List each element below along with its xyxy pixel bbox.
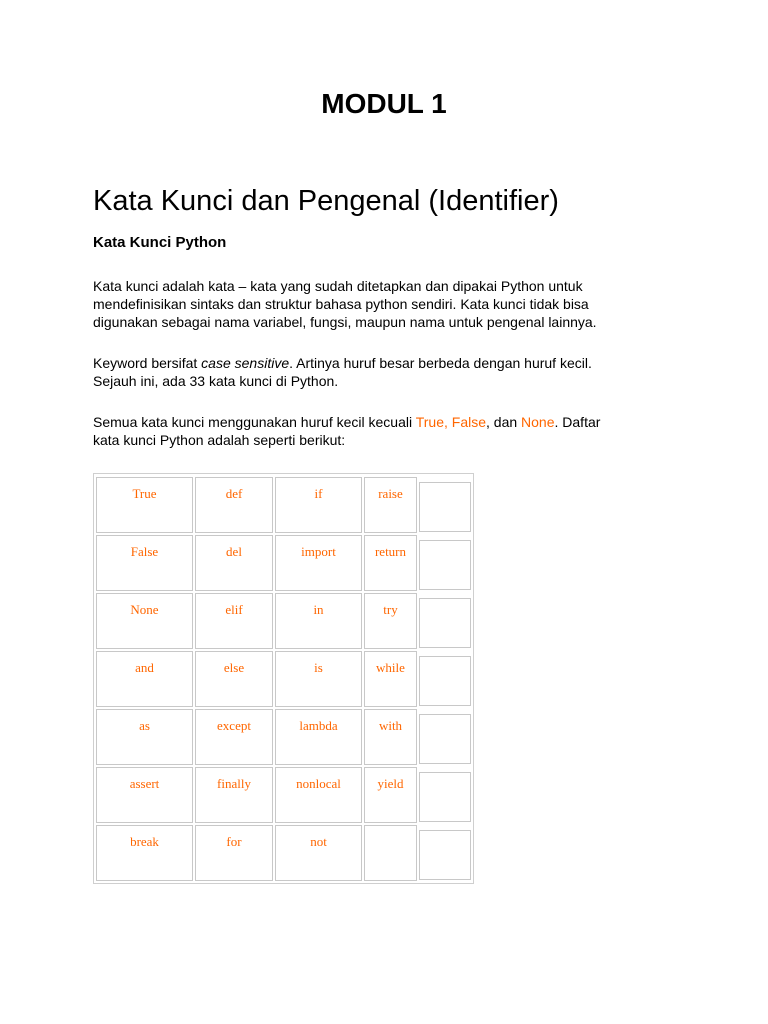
table-empty-cell [364,825,417,881]
table-cell-keyword: assert [96,767,193,823]
paragraph-case-sensitive [93,354,693,390]
table-empty-cell [419,830,471,880]
text-segment: Keyword bersifat [93,355,202,371]
paragraph-line: digunakan sebagai nama variabel, fungsi, maupun nama untuk pengenal lainnya. [93,314,597,330]
section-heading: Kata Kunci dan Pengenal (Identifier) [93,185,559,217]
table-empty-cell [419,772,471,822]
table-cell-keyword: yield [364,767,417,823]
table-cell-keyword: return [364,535,417,591]
table-empty-cell [419,598,471,648]
table-cell-keyword: finally [195,767,273,823]
table-empty-cell [419,482,471,532]
paragraph-line: mendefinisikan sintaks dan struktur bahasa python sendiri. Kata kunci tidak bisa [93,296,589,312]
table-cell-keyword: elif [195,593,273,649]
table-cell-keyword: and [96,651,193,707]
table-cell-keyword: not [275,825,362,881]
text-segment: . Daftar [554,414,601,430]
paragraph-line: Kata kunci adalah kata – kata yang sudah ditetapkan dan dipakai Python untuk [93,278,583,294]
table-cell-keyword: del [195,535,273,591]
table-cell-keyword: nonlocal [275,767,362,823]
table-cell-keyword: except [195,709,273,765]
sub-heading: Kata Kunci Python [93,234,227,251]
table-cell-keyword: lambda [275,709,362,765]
table-cell-keyword: for [195,825,273,881]
table-cell-keyword: if [275,477,362,533]
table-cell-keyword: raise [364,477,417,533]
text-segment: Semua kata kunci menggunakan huruf kecil kecuali [93,414,416,430]
paragraph-line [93,354,693,372]
table-cell-keyword: while [364,651,417,707]
table-cell-keyword: is [275,651,362,707]
table-cell-keyword: False [96,535,193,591]
page-title: MODUL 1 [321,88,447,119]
paragraph-lowercase-rule [93,413,693,449]
table-cell-keyword: None [96,593,193,649]
paragraph-line: Sejauh ini, ada 33 kata kunci di Python. [93,373,339,389]
highlight-text: True, False [415,414,486,430]
table-cell-keyword: as [96,709,193,765]
table-empty-cell [419,540,471,590]
text-segment: . Artinya huruf besar berbeda dengan huruf kecil. [289,355,592,371]
table-cell-keyword: import [275,535,362,591]
table-cell-keyword: with [364,709,417,765]
table-cell-keyword: def [195,477,273,533]
table-cell-keyword: try [364,593,417,649]
table-cell-keyword: break [96,825,193,881]
text-segment: , dan [486,414,522,430]
paragraph-keyword-definition [93,277,693,331]
table-cell-keyword: True [96,477,193,533]
emphasis-text: case sensitive [201,355,290,371]
paragraph-line: kata kunci Python adalah seperti berikut: [93,432,346,448]
table-empty-cell [419,714,471,764]
highlight-text: None [521,414,555,430]
table-cell-keyword: else [195,651,273,707]
table-cell-keyword: in [275,593,362,649]
table-empty-cell [419,656,471,706]
keywords-table [93,473,474,884]
paragraph-line [93,413,693,431]
